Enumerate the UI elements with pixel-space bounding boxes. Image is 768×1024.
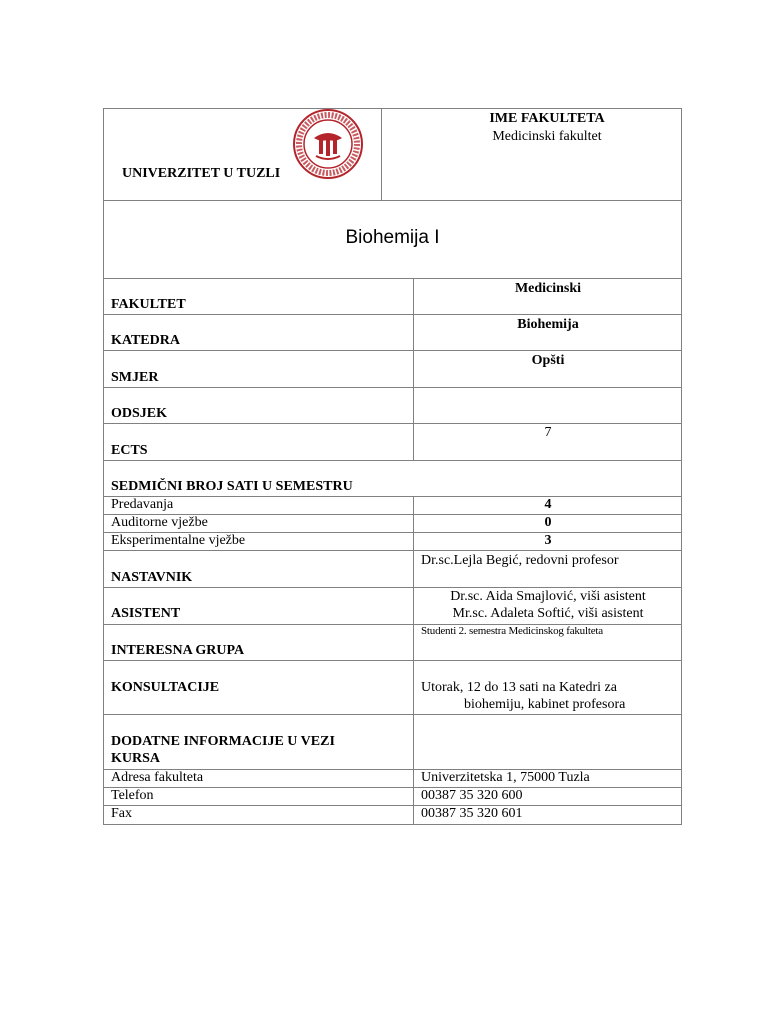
dodatne-label-line-2: KURSA (111, 751, 161, 766)
auditorne-value: 0 (544, 515, 552, 530)
adresa-value: Univerzitetska 1, 75000 Tuzla (421, 770, 590, 785)
katedra-label: KATEDRA (111, 333, 180, 348)
nastavnik-value: Dr.sc.Lejla Begić, redovni profesor (421, 553, 619, 568)
nastavnik-label: NASTAVNIK (111, 570, 193, 585)
row-sep (103, 460, 682, 461)
konsultacije-label: KONSULTACIJE (111, 680, 220, 695)
row-sep (103, 387, 682, 388)
asistent-line-1: Dr.sc. Aida Smajlović, viši asistent (450, 589, 646, 604)
row-sep (103, 805, 682, 806)
adresa-label: Adresa fakulteta (111, 770, 204, 785)
row-sep (103, 714, 682, 715)
konsultacije-line-2: biohemiju, kabinet profesora (464, 697, 626, 712)
auditorne-label: Auditorne vježbe (111, 515, 208, 530)
katedra-value: Biohemija (517, 317, 579, 332)
row-sep (103, 550, 682, 551)
konsultacije-line-1: Utorak, 12 do 13 sati na Katedri za (421, 680, 617, 695)
ects-value: 7 (544, 425, 552, 440)
row-sep (103, 587, 682, 588)
smjer-label: SMJER (111, 370, 159, 385)
fax-value: 00387 35 320 601 (421, 806, 523, 821)
row-sep (103, 350, 682, 351)
interesna-grupa-label: INTERESNA GRUPA (111, 643, 245, 658)
dodatne-label-line-1: DODATNE INFORMACIJE U VEZI (111, 734, 335, 749)
interesna-grupa-value: Studenti 2. semestra Medicinskog fakulteta (421, 625, 603, 637)
smjer-value: Opšti (531, 353, 565, 368)
university-name: UNIVERZITET U TUZLI (122, 166, 281, 181)
fakultet-value: Medicinski (514, 281, 582, 296)
weekly-hours-heading: SEDMIČNI BROJ SATI U SEMESTRU (111, 479, 353, 494)
row-sep (103, 787, 682, 788)
row-sep (103, 423, 682, 424)
asistent-line-2: Mr.sc. Adaleta Softić, viši asistent (452, 606, 644, 621)
fax-label: Fax (111, 806, 132, 821)
eksperimentalne-value: 3 (544, 533, 552, 548)
faculty-name: Medicinski fakultet (492, 129, 602, 144)
row-sep (103, 660, 682, 661)
telefon-label: Telefon (111, 788, 154, 803)
odsjek-label: ODSJEK (111, 406, 168, 421)
ects-label: ECTS (111, 443, 148, 458)
predavanja-value: 4 (544, 497, 552, 512)
faculty-heading: IME FAKULTETA (489, 111, 605, 126)
telefon-value: 00387 35 320 600 (421, 788, 523, 803)
university-seal-logo (292, 108, 364, 180)
fakultet-label: FAKULTET (111, 297, 186, 312)
course-title: Biohemija I (345, 227, 440, 248)
predavanja-label: Predavanja (111, 497, 174, 512)
eksperimentalne-label: Eksperimentalne vježbe (111, 533, 246, 548)
row-sep (103, 314, 682, 315)
asistent-label: ASISTENT (111, 606, 181, 621)
